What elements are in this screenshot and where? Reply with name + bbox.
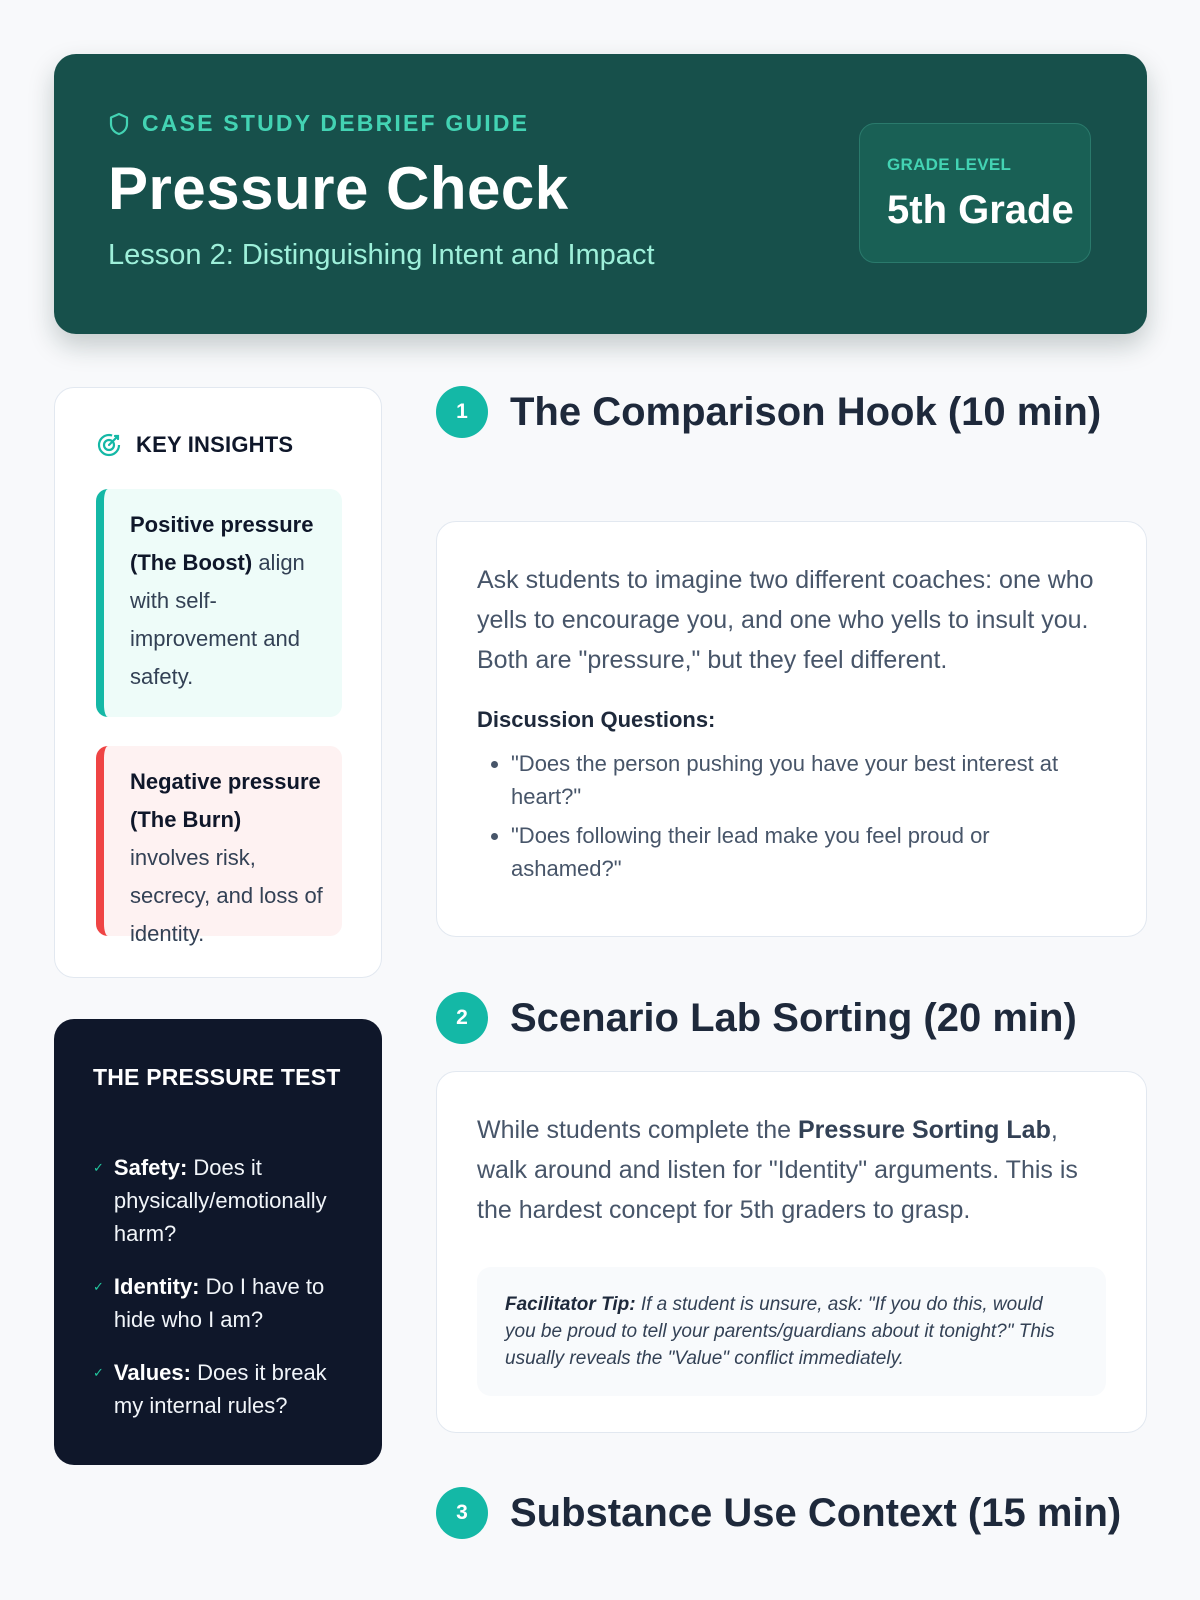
negative-pressure-card	[96, 746, 342, 946]
discussion-question: • "Does following their lead make you feel proud or ashamed?"	[511, 819, 1106, 885]
pressure-test-item-identity	[93, 1270, 345, 1336]
pressure-test-title: THE PRESSURE TEST	[93, 1064, 341, 1090]
step-number-badge: 3	[436, 1487, 488, 1539]
grade-level-card	[859, 123, 1091, 263]
step-2-body-text: While students complete the	[477, 1116, 798, 1144]
check-icon: ✓	[93, 1279, 104, 1294]
pressure-test-label: Values:	[113, 1360, 191, 1385]
pressure-sorting-lab-label: Pressure Sorting Lab	[798, 1116, 1051, 1144]
pressure-test-item-safety	[93, 1151, 351, 1250]
pressure-test-label: Identity:	[113, 1274, 200, 1299]
negative-pressure-text: involves risk, secrecy, and loss of identity.	[130, 845, 323, 946]
positive-pressure-label: Positive pressure (The Boost)	[130, 512, 314, 575]
step-1-card	[436, 521, 1147, 937]
eyebrow	[108, 110, 529, 137]
discussion-questions-heading: Discussion Questions:	[477, 707, 716, 732]
pressure-test-text: Does it physically/emotionally harm?	[113, 1155, 327, 1246]
step-2-card	[436, 1071, 1147, 1433]
facilitator-tip-label: Facilitator Tip:	[505, 1294, 636, 1315]
key-insights-heading	[96, 432, 293, 458]
discussion-questions-list	[477, 747, 1106, 885]
grade-level-label: GRADE LEVEL	[887, 155, 1012, 174]
page-subtitle: Lesson 2: Distinguishing Intent and Impact	[108, 239, 655, 271]
positive-pressure-card	[96, 489, 342, 717]
grade-level-value: 5th Grade	[887, 188, 1074, 232]
page-title: Pressure Check	[108, 155, 569, 222]
pressure-test-text: Does it break my internal rules?	[113, 1360, 327, 1418]
step-2-body	[477, 1110, 1106, 1230]
key-insights-title: KEY INSIGHTS	[136, 432, 294, 457]
target-icon	[96, 432, 122, 458]
check-icon: ✓	[93, 1160, 104, 1175]
step-2-header	[436, 991, 1176, 1045]
step-title: Scenario Lab Sorting (20 min)	[510, 996, 1077, 1040]
step-number-badge: 1	[436, 386, 488, 438]
step-title: The Comparison Hook (10 min)	[510, 390, 1102, 434]
step-number-badge: 2	[436, 992, 488, 1044]
step-3-header	[436, 1486, 1147, 1540]
pressure-test-label: Safety:	[113, 1155, 188, 1180]
key-insights-panel	[54, 387, 382, 978]
discussion-question: • "Does the person pushing you have your best interest at heart?"	[511, 747, 1106, 813]
facilitator-tip-text: If a student is unsure, ask: "If you do this, would you be proud to tell your parents/guardians about it tonight?" This usually reveals the "Value" conflict immediately.	[505, 1294, 1055, 1369]
check-icon: ✓	[93, 1365, 104, 1380]
facilitator-tip	[477, 1267, 1106, 1396]
pressure-test-text: Do I have to hide who I am?	[113, 1274, 325, 1332]
eyebrow-label: CASE STUDY DEBRIEF GUIDE	[142, 110, 530, 136]
shield-icon	[108, 112, 130, 136]
positive-pressure-text: align with self-improvement and safety.	[130, 550, 305, 689]
step-title: Substance Use Context (15 min)	[510, 1491, 1122, 1535]
step-1-body: Ask students to imagine two different coaches: one who yells to encourage you, and one who yells to insult you. Both are "pressure," but they feel different.	[477, 566, 1094, 674]
negative-pressure-label: Negative pressure (The Burn)	[130, 769, 321, 832]
step-1-header	[436, 385, 1147, 439]
step-2-body-text: , walk around and listen for "Identity" arguments. This is the hardest concept for 5th graders to grasp.	[477, 1116, 1078, 1224]
pressure-test-item-values	[93, 1356, 345, 1422]
pressure-test-panel	[54, 1019, 382, 1465]
header-banner	[54, 54, 1147, 334]
